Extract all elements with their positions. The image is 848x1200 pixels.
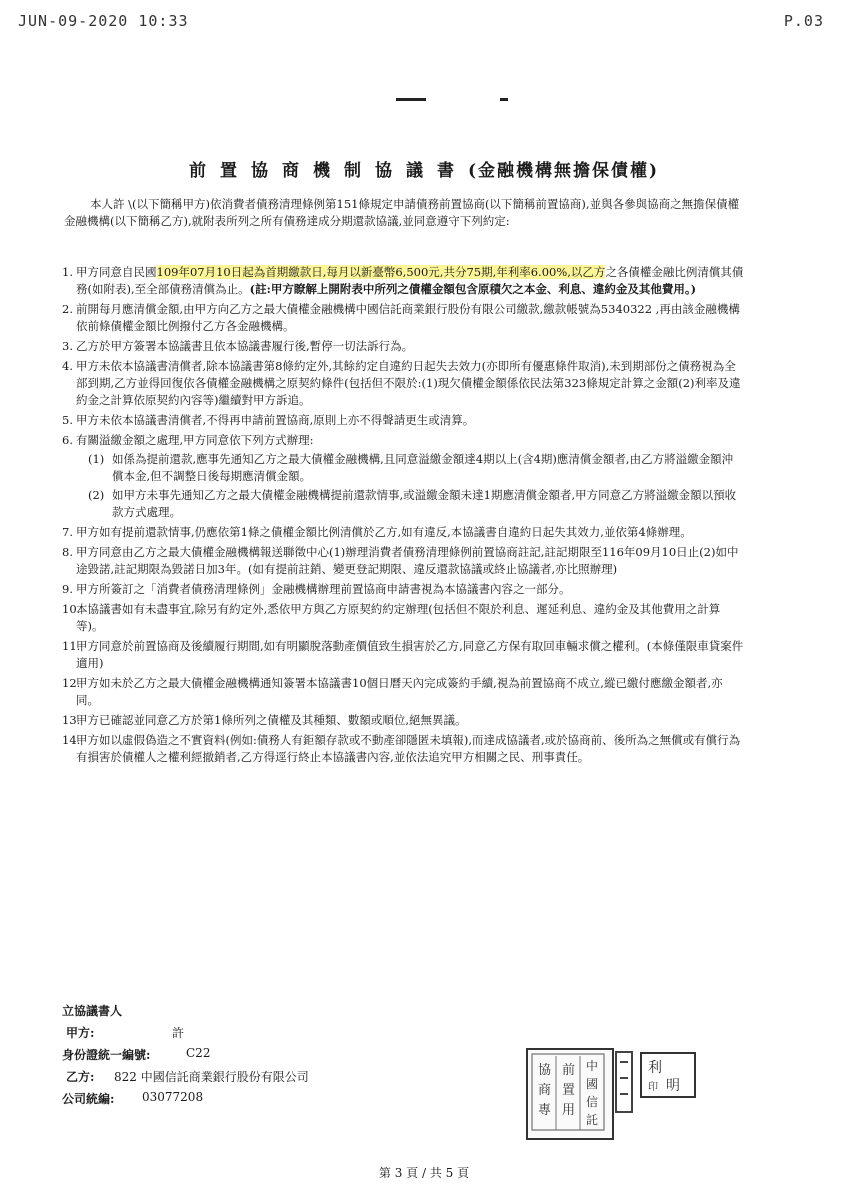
page-footer: 第 3 頁 / 共 5 頁	[378, 1166, 470, 1180]
clause-1-pre: 甲方同意自民國	[76, 265, 157, 279]
clause-number: 9.	[62, 582, 73, 596]
seal-side-graphic	[614, 1048, 638, 1118]
company-seal-stamp	[526, 1048, 614, 1140]
clause-11	[64, 638, 744, 672]
svg-text:明: 明	[666, 1078, 680, 1094]
clause-text: 甲方同意於前置協商及後續履行期間,如有明顯脫落動產價值致生損害於乙方,同意乙方保有取回車輛求償之權利。(本條僅限車貸案件適用)	[76, 639, 744, 670]
clause-7	[64, 524, 744, 541]
svg-text:中: 中	[586, 1059, 599, 1073]
clause-number: 6.	[62, 433, 73, 447]
clause-6	[64, 432, 744, 521]
id-number-label: 身份證統一編號:	[62, 1048, 151, 1062]
clause-text: 甲方如有提前還款情事,仍應依第1條之債權金額比例清償於乙方,如有違反,本協議書自違約日起失其效力,並依第4條辦理。	[76, 525, 692, 539]
clause-1	[64, 264, 744, 298]
seal-side-mark	[614, 1048, 694, 1136]
clause-text: 甲方未依本協議書清償者,除本協議書第8條約定外,其餘約定自違約日起失去效力(亦即所有優惠條件取消),未到期部份之債務視為全部到期,乙方並得回復依各債權金融機構之原契約條件(包括但不限於:(1)現欠債權金額係依民法第323條規定計算之金額(2)利率及違約金之計算依原契約內容等)繼續對甲方訴追。	[76, 359, 741, 407]
intro-paragraph	[64, 196, 744, 230]
clause-1-post: 之各債權金融比例清償其債務(如附表),至全部債務清償為止。	[76, 265, 744, 296]
signature-block	[62, 1002, 482, 1112]
party-b-value: 822 中國信託商業銀行股份有限公司	[114, 1070, 309, 1084]
clause-text: 乙方於甲方簽署本協議書且依本協議書履行後,暫停一切法訴行為。	[76, 339, 414, 353]
clause-number: 8.	[62, 545, 73, 559]
svg-text:前: 前	[562, 1063, 576, 1078]
clause-number: 4.	[62, 359, 73, 373]
clause-10	[64, 601, 744, 635]
svg-text:信: 信	[586, 1095, 599, 1109]
title-suffix: (金融機構無擔保債權)	[467, 161, 660, 181]
svg-text:託: 託	[586, 1113, 599, 1127]
clause-text: 甲方未依本協議書清償者,不得再申請前置協商,原則上亦不得聲請更生或清算。	[76, 413, 475, 427]
clause-6-sublist	[88, 451, 744, 521]
party-a-row	[62, 1024, 482, 1046]
clause-number: 2.	[62, 302, 73, 316]
party-b-row	[62, 1068, 482, 1090]
clause-number: 11.	[62, 639, 81, 653]
clause-number: 10.	[62, 602, 81, 616]
sub-clause-number: (1)	[88, 452, 105, 466]
clause-text: 甲方已確認並同意乙方於第1條所列之債權及其種類、數額或順位,絕無異議。	[76, 713, 467, 727]
clause-list	[64, 264, 744, 769]
clause-text: 甲方同意由乙方之最大債權金融機構報送聯徵中心(1)辦理消費者債務清理條例前置協商註記,註記期限至116年09月10日止(2)如中途毀諾,註記期限為毀諾日加3年。(如有提前註銷、變更登記期限、違反還款協議或終止協議者,亦比照辦理)	[76, 545, 739, 576]
clause-4	[64, 358, 744, 409]
svg-text:專: 專	[538, 1103, 552, 1118]
clause-number: 14.	[62, 733, 81, 747]
clause-1-note: (註:甲方瞭解上開附表中所列之債權金額包含原積欠之本金、利息、違約金及其他費用。)	[249, 282, 697, 296]
clause-13	[64, 712, 744, 729]
sub-clause-text: 如甲方未事先通知乙方之最大債權金融機構提前還款情事,或溢繳金額未達1期應清償金額者,甲方同意乙方將溢繳金額以預收款方式處理。	[112, 488, 737, 519]
svg-text:協: 協	[538, 1063, 552, 1078]
company-id-row	[62, 1090, 482, 1112]
signature-heading: 立協議書人	[62, 1004, 123, 1018]
clause-1-highlight: 109年07月10日起為首期繳款日,每月以新臺幣6,500元,共分75期,年利率6.00%,以乙方	[156, 265, 606, 279]
clause-number: 13.	[62, 713, 81, 727]
clause-number: 5.	[62, 413, 73, 427]
party-a-label: 甲方:	[66, 1026, 95, 1040]
clause-text: 有關溢繳金額之處理,甲方同意依下列方式辦理:	[76, 433, 314, 447]
clause-text: 甲方如未於乙方之最大債權金融機構通知簽署本協議書10個日曆天內完成簽約手續,視為前置協商不成立,縱已繳付應繳金額者,亦同。	[76, 676, 723, 707]
clause-number: 1.	[62, 265, 73, 279]
sub-clause	[88, 451, 744, 485]
clause-number: 7.	[62, 525, 73, 539]
svg-text:利: 利	[648, 1060, 662, 1076]
company-seal-graphic	[528, 1050, 612, 1138]
clause-2	[64, 301, 744, 335]
clause-text: 甲方所簽訂之「消費者債務清理條例」金融機構辦理前置協商申請書視為本協議書內容之一部分。	[76, 582, 571, 596]
sub-clause	[88, 487, 744, 521]
fax-artifact	[500, 98, 508, 101]
clause-text: 前開每月應清償金額,由甲方向乙方之最大債權金融機構中國信託商業銀行股份有限公司繳款,繳款帳號為5340322 ,再由該金融機構依前條債權金額比例撥付乙方各金融機構。	[76, 302, 740, 333]
fax-artifact	[396, 98, 426, 101]
party-a-value: 許	[172, 1026, 185, 1040]
clause-number: 3.	[62, 339, 73, 353]
party-b-label: 乙方:	[66, 1070, 95, 1084]
sub-clause-text: 如係為提前還款,應事先通知乙方之最大債權金融機構,且同意溢繳金額達4期以上(含4期)應清償金額者,由乙方將溢繳金額沖償本金,但不調整日後每期應清償金額。	[112, 452, 734, 483]
clause-text: 甲方如以虛假偽造之不實資料(例如:債務人有鉅額存款或不動產卻隱匿未填報),而達成協議者,或於協商前、後所為之無償或有償行為有損害於債權人之權利經撤銷者,乙方得逕行終止本協議書內容,並依法追究甲方相關之民、刑事責任。	[76, 733, 741, 764]
intro-text: 本人許 \(以下簡稱甲方)依消費者債務清理條例第151條規定申請債務前置協商(以下簡稱前置協商),並與各參與協商之無擔保債權金融機構(以下簡稱乙方),就附表所列之所有債務達成分期還款協議,並同意遵守下列約定:	[64, 197, 740, 228]
svg-text:置: 置	[562, 1083, 576, 1098]
id-number-value: C22	[186, 1046, 211, 1060]
clause-8	[64, 544, 744, 578]
fax-header	[18, 12, 824, 36]
clause-9	[64, 581, 744, 598]
clause-text: 本協議書如有未盡事宜,除另有約定外,悉依甲方與乙方原契約約定辦理(包括但不限於利息、遲延利息、違約金及其他費用之計算等)。	[76, 602, 721, 633]
document-title	[0, 156, 848, 181]
clause-5	[64, 412, 744, 429]
company-id-value: 03077208	[142, 1090, 204, 1104]
svg-text:國: 國	[586, 1077, 599, 1091]
clause-14	[64, 732, 744, 766]
signature-heading-row	[62, 1002, 482, 1024]
company-id-label: 公司統編:	[62, 1092, 115, 1106]
clause-number: 12.	[62, 676, 81, 690]
fax-datetime: JUN-09-2020 10:33	[18, 12, 189, 30]
fax-page-number: P.03	[783, 12, 824, 30]
clause-12	[64, 675, 744, 709]
svg-text:用: 用	[562, 1103, 576, 1118]
clause-3	[64, 338, 744, 355]
svg-text:印: 印	[648, 1082, 658, 1093]
svg-text:商: 商	[538, 1083, 552, 1098]
title-main: 前置協商機制協議書	[188, 161, 468, 181]
id-number-row	[62, 1046, 482, 1068]
sub-clause-number: (2)	[88, 488, 105, 502]
